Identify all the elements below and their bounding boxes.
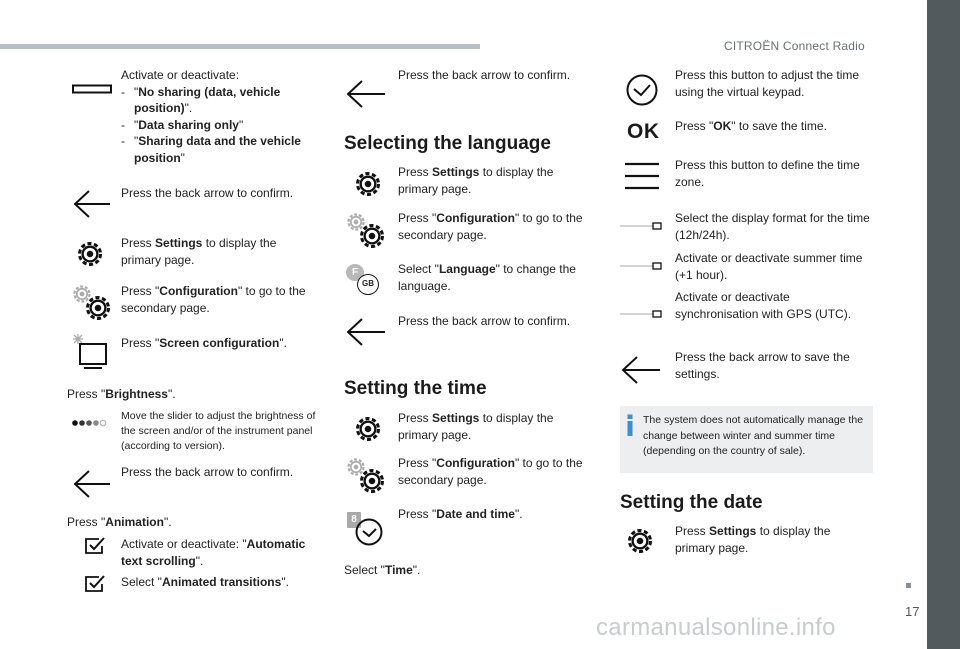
back-arrow-icon: [72, 470, 112, 498]
select-time-text: Select "Time".: [344, 563, 421, 577]
configuration-gear-icon: [358, 467, 386, 495]
time-zone-text: Press this button to define the time zone.: [675, 158, 860, 189]
checkbox-checked-icon[interactable]: [85, 537, 105, 555]
language-text: Select "Language" to change the language.: [398, 262, 576, 293]
back-confirm-text: Press the back arrow to confirm.: [398, 314, 571, 328]
language-flag-icon: F GB: [346, 264, 386, 296]
auto-scroll-text: Activate or deactivate: "Automatic text scrolling".: [121, 537, 306, 568]
gear-icon: [354, 170, 382, 198]
gps-sync-text: Activate or deactivate synchronisation with GPS (UTC).: [675, 290, 852, 321]
keypad-button-icon[interactable]: [625, 73, 659, 107]
back-save-text: Press the back arrow to save the settings.: [675, 350, 850, 381]
side-band: [927, 0, 960, 649]
screen-brightness-icon: [70, 333, 112, 371]
gear-icon: [626, 527, 654, 555]
section-heading-time: Setting the time: [344, 378, 487, 399]
animation-text: Press "Animation".: [67, 515, 172, 529]
brightness-text: Press "Brightness".: [67, 387, 176, 401]
back-arrow-icon: [620, 356, 662, 384]
date-time-clock-icon: 8: [347, 512, 387, 546]
ok-icon[interactable]: OK: [627, 120, 660, 143]
gear-icon: [354, 415, 382, 443]
settings-text: Press Settings to display the primary page.: [398, 165, 554, 196]
page-number: 17: [905, 604, 920, 619]
info-icon: [623, 414, 637, 436]
toggle-switch-icon[interactable]: [620, 222, 662, 230]
back-confirm-text: Press the back arrow to confirm.: [121, 465, 294, 479]
settings-text: Press Settings to display the primary page.: [675, 524, 831, 555]
info-note-text: The system does not automatically manage the change between winter and summer time (depending on the country of sale).: [643, 414, 864, 457]
checkbox-checked-icon[interactable]: [85, 575, 105, 593]
keypad-text: Press this button to adjust the time using the virtual keypad.: [675, 68, 860, 99]
configuration-text: Press "Configuration" to go to the secondary page.: [121, 284, 306, 315]
header-title: CITROËN Connect Radio: [724, 39, 865, 53]
configuration-text: Press "Configuration" to go to the secondary page.: [398, 456, 583, 487]
section-heading-date: Setting the date: [620, 492, 763, 513]
back-confirm-text: Press the back arrow to confirm.: [121, 186, 294, 200]
time-format-text: Select the display format for the time (12h/24h).: [675, 211, 870, 242]
gear-icon: [76, 240, 104, 268]
configuration-gear-icon: [358, 222, 386, 250]
animated-transitions-text: Select "Animated transitions".: [121, 575, 289, 589]
section-heading-language: Selecting the language: [344, 133, 551, 154]
settings-text: Press Settings to display the primary page.: [121, 236, 277, 267]
end-marker: [906, 583, 911, 588]
settings-text: Press Settings to display the primary page.: [398, 411, 554, 442]
configuration-gear-icon: [84, 294, 112, 322]
toggle-bar-icon: [72, 84, 112, 94]
date-time-text: Press "Date and time".: [398, 507, 523, 521]
toggle-switch-icon[interactable]: [620, 310, 662, 318]
slider-description-text: Move the slider to adjust the brightness of the screen and/or of the instrument panel (according to version).: [121, 410, 316, 452]
ok-text: Press "OK" to save the time.: [675, 119, 827, 133]
top-accent-bar: [0, 44, 480, 49]
back-arrow-icon: [345, 318, 387, 346]
slider-icon[interactable]: [70, 418, 110, 428]
back-arrow-icon: [72, 190, 112, 218]
configuration-text: Press "Configuration" to go to the secondary page.: [398, 211, 583, 242]
toggle-switch-icon[interactable]: [620, 262, 662, 270]
back-confirm-text: Press the back arrow to confirm.: [398, 68, 571, 82]
watermark: carmanualsonline.info: [596, 614, 836, 641]
summer-time-text: Activate or deactivate summer time (+1 hour).: [675, 251, 863, 282]
back-arrow-icon: [345, 80, 387, 108]
menu-lines-icon[interactable]: [623, 162, 661, 190]
activate-sharing-text: Activate or deactivate: - "No sharing (data, vehicle position)". - "Data sharing only" - "Sharing data and the vehicle position": [121, 67, 321, 166]
screen-configuration-text: Press "Screen configuration".: [121, 336, 287, 350]
